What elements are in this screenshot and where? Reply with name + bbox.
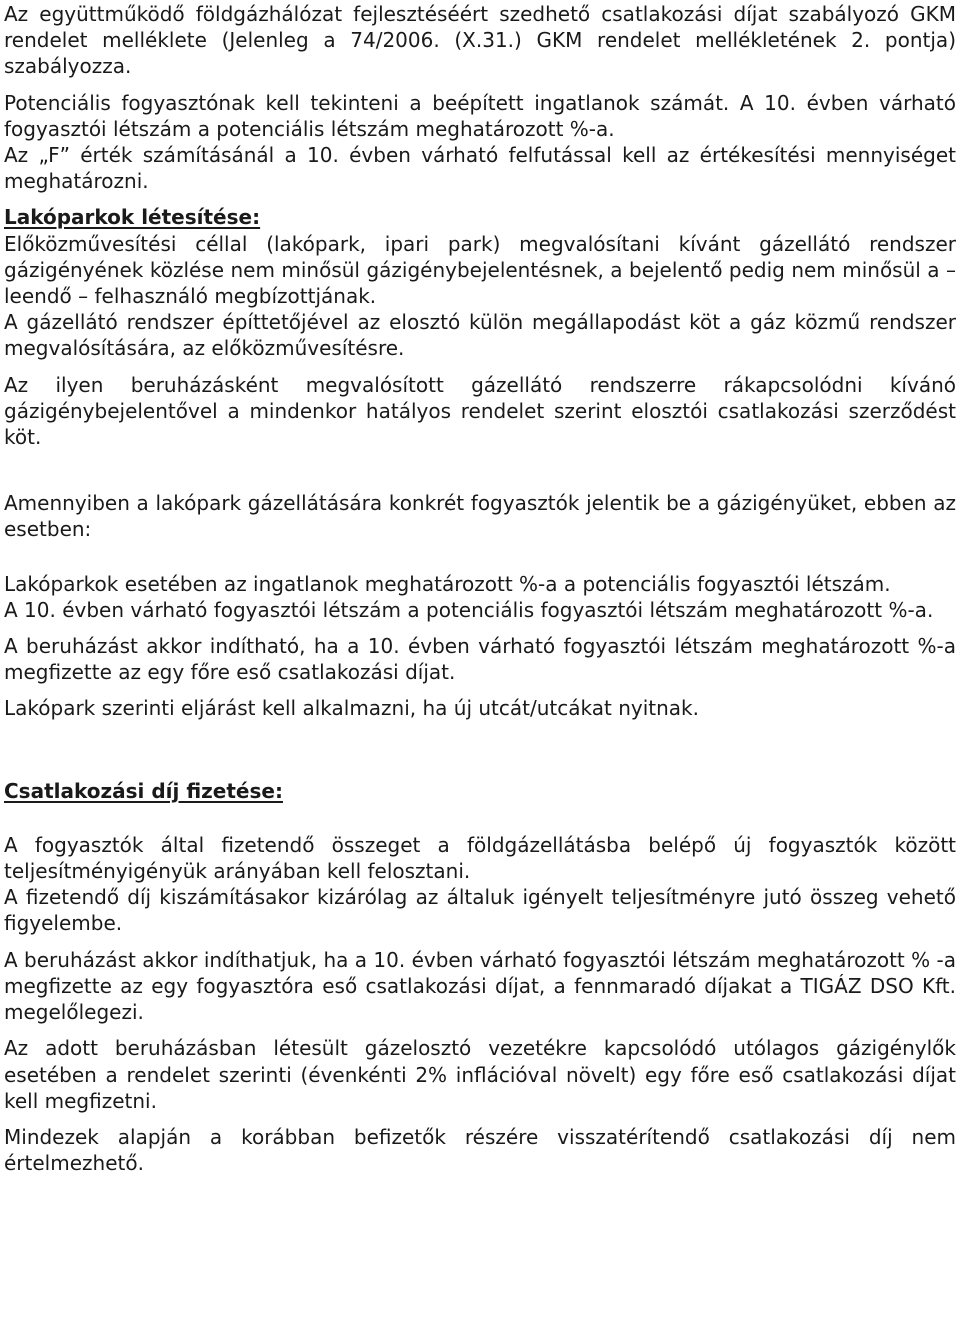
lakopark-paragraph-6: A 10. évben várható fogyasztói létszám a potenciális fogyasztói létszám meghatározott %-a. bbox=[4, 597, 934, 622]
csatlakozas-paragraph-3: A beruházást akkor indíthatjuk, ha a 10. évben várható fogyasztói létszám meghatározott % -a megfizette az egy fogyasztóra eső csatlakozási díjat, a fennmaradó díjakat a TIGÁZ DSO Kft. megelőlegezi. bbox=[4, 947, 956, 1025]
lakopark-paragraph-4: Amennyiben a lakópark gázellátására konkrét fogyasztók jelentik be a gázigényüket, ebben az esetben: bbox=[4, 491, 956, 542]
intro-paragraph-1: Az együttműködő földgázhálózat fejlesztéséért szedhető csatlakozási díjat szabályozó GKM rendelet melléklete (Jelenleg a 74/2006. (X.31.) GKM rendelet mellékletének 2. pontja) szabályozza. bbox=[4, 2, 956, 79]
lakopark-paragraph-7: A beruházást akkor indítható, ha a 10. évben várható fogyasztói létszám meghatározott %-a megfizette az egy főre eső csatlakozási díjat. bbox=[4, 634, 956, 685]
csatlakozas-paragraph-4: Az adott beruházásban létesült gázelosztó vezetékre kapcsolódó utólagos gázigénylők esetében a rendelet szerinti (évenkénti 2% inflációval növelt) egy főre eső csatlakozási díjat kell megfizetni. bbox=[4, 1036, 956, 1113]
csatlakozas-paragraph-2: A fizetendő díj kiszámításakor kizárólag az általuk igényelt teljesítményre jutó összeg vehető figyelembe. bbox=[4, 885, 956, 936]
lakopark-heading: Lakóparkok létesítése: bbox=[4, 205, 261, 230]
lakopark-paragraph-5: Lakóparkok esetében az ingatlanok meghatározott %-a a potenciális fogyasztói létszám. bbox=[4, 571, 891, 596]
document-page bbox=[4, 0, 956, 1176]
lakopark-paragraph-8: Lakópark szerinti eljárást kell alkalmazni, ha új utcát/utcákat nyitnak. bbox=[4, 696, 699, 721]
intro-paragraph-2: Potenciális fogyasztónak kell tekinteni a beépített ingatlanok számát. A 10. évben várható fogyasztói létszám a potenciális létszám meghatározott %-a. bbox=[4, 90, 956, 141]
lakopark-paragraph-3: Az ilyen beruházásként megvalósított gázellátó rendszerre rákapcsolódni kívánó gázigénybejelentővel a mindenkor hatályos rendelet szerint elosztói csatlakozási szerződést köt. bbox=[4, 372, 956, 450]
csatlakozas-paragraph-5: Mindezek alapján a korábban befizetők részére visszatérítendő csatlakozási díj nem értelmezhető. bbox=[4, 1124, 956, 1176]
csatlakozas-paragraph-1: A fogyasztók által fizetendő összeget a földgázellátásba belépő új fogyasztók között teljesítményigényük arányában kell felosztani. bbox=[4, 832, 956, 884]
intro-paragraph-3: Az „F” érték számításánál a 10. évben várható felfutással kell az értékesítési mennyiséget meghatározni. bbox=[4, 143, 956, 194]
lakopark-paragraph-1: Előközművesítési céllal (lakópark, ipari park) megvalósítani kívánt gázellátó rendszer gázigényének közlése nem minősül gázigénybejelentésnek, a bejelentő pedig nem minősül a – leendő – felhasználó megbízottjának. bbox=[4, 231, 956, 309]
lakopark-paragraph-2: A gázellátó rendszer építtetőjével az elosztó külön megállapodást köt a gáz közmű rendszer megvalósítására, az előközművesítésre. bbox=[4, 310, 956, 361]
csatlakozas-heading: Csatlakozási díj fizetése: bbox=[4, 778, 283, 803]
